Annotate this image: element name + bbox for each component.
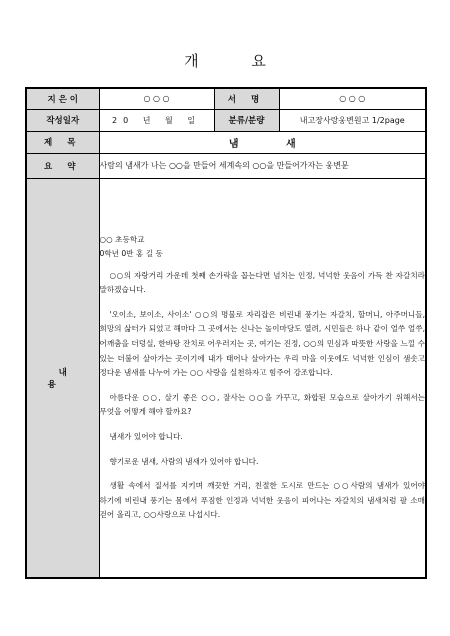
author-label: 지 은 이 [26,88,99,109]
paragraph: 냄새가 있어야 합니다. [109,432,183,442]
subject-row [26,131,426,153]
date-value: 20 년 월 일 [99,109,214,131]
category-value: 내고장사랑웅변원고 1/2page [279,109,426,131]
date-label: 작성일자 [26,109,99,131]
content-label: 내 용 [26,178,99,578]
subject-value: 냄 새 [99,131,426,153]
overview-form-table [25,87,427,579]
summary-label: 요 약 [26,153,99,178]
paragraph: 아름다운 ○○, 살기 좋은 ○○, 잘사는 ○○을 가꾸고, 화합된 모습으로 살아가기 위해서는 무엇을 어떻게 해야 할까요? [99,392,425,417]
author-row [26,88,426,109]
category-label: 분류/분량 [214,109,279,131]
page-title: 개 요 [184,52,290,70]
signature-value: ○ ○ ○ [279,88,426,109]
school-name: ○○ 초등학교 [99,234,145,244]
summary-value: 사람의 냄새가 나는 ○○을 만들어 세계속의 ○○을 만들어가자는 웅변문 [99,153,426,178]
student-info: 0학년 0반 홍 길 동 [99,249,163,259]
paragraph: 생활 속에서 질서를 지키며 깨끗한 거리, 친절한 도시로 만드는 ○○사람의 냄새가 있어야 하기에 비린내 풍기는 몸에서 푸짐한 인정과 넉넉한 웃음이 피어나는 자갈치의 냄새처럼 팔 소매 걷어 올리고, ○○사랑으로 나섭시다. [99,481,425,520]
content-body [99,178,426,578]
subject-label: 제 목 [26,131,99,153]
paragraph: ○○의 자랑거리 가운데 첫째 손가락을 꼽는다면 넘치는 인정, 넉넉한 웃음이 가득 찬 자갈치라 말하겠습니다. [99,270,425,295]
signature-label: 서 명 [214,88,279,109]
content-row [26,178,426,578]
author-value: ○ ○ ○ [99,88,214,109]
paragraph: '오이소, 보이소, 사이소' ○○의 명물로 자리잡은 비린내 풍기는 자갈치, 할머니, 아주머니들, 희망의 삶터가 되었고 해마다 그 곳에서는 신나는 놀이마당도 열려, 시민들은 하나 같이 얼쑤 얼쑤, 어깨춤을 더덩실, 한바탕 잔치로 어우러지는 곳, 여기는 진정, ○○의 민심과 따뜻한 사랑을 느낄 수 있는 더불어 살아가는 곳이기에 내가 태어나 살아가는 우리 마을 이웃에도 넉넉한 인심이 샘솟고 정다운 냄새를 나누어 가는 ○○ 사랑을 실천하자고 힘주어 강조합니다. [99,309,425,378]
summary-row [26,153,426,178]
paragraph: 향기로운 냄새, 사람의 냄새가 있어야 합니다. [109,456,259,466]
date-row [26,109,426,131]
